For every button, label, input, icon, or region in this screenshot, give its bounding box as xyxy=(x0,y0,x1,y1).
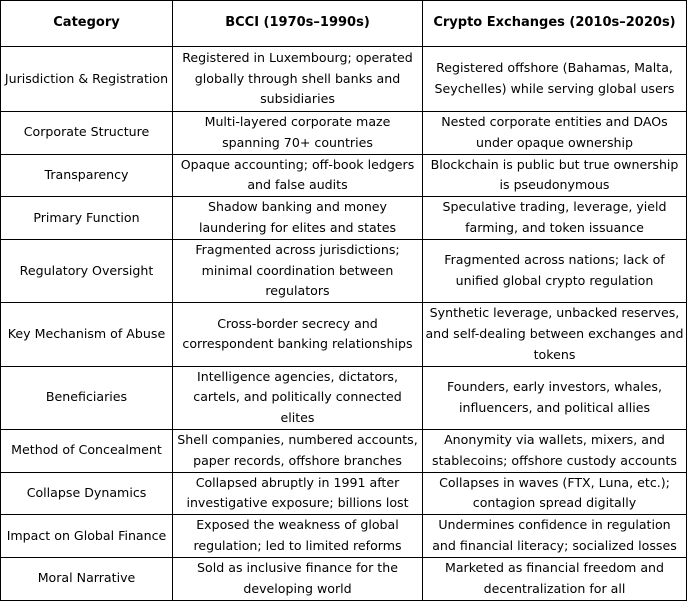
category-cell: Regulatory Oversight xyxy=(1,239,173,302)
table-row xyxy=(1,429,687,472)
crypto-cell: Marketed as financial freedom and decentralization for all xyxy=(423,557,687,600)
header-row xyxy=(1,1,687,47)
bcci-cell: Exposed the weakness of global regulation; led to limited reforms xyxy=(173,515,423,558)
bcci-cell: Shell companies, numbered accounts, paper records, offshore branches xyxy=(173,429,423,472)
crypto-cell: Synthetic leverage, unbacked reserves, and self-dealing between exchanges and tokens xyxy=(423,303,687,366)
bcci-cell: Collapsed abruptly in 1991 after investigative exposure; billions lost xyxy=(173,472,423,515)
crypto-cell: Anonymity via wallets, mixers, and stablecoins; offshore custody accounts xyxy=(423,429,687,472)
bcci-cell: Multi-layered corporate maze spanning 70+ countries xyxy=(173,112,423,155)
table-row xyxy=(1,557,687,600)
crypto-cell: Collapses in waves (FTX, Luna, etc.); contagion spread digitally xyxy=(423,472,687,515)
category-cell: Corporate Structure xyxy=(1,112,173,155)
crypto-cell: Registered offshore (Bahamas, Malta, Seychelles) while serving global users xyxy=(423,47,687,112)
bcci-cell: Shadow banking and money laundering for elites and states xyxy=(173,197,423,240)
crypto-cell: Founders, early investors, whales, influencers, and political allies xyxy=(423,366,687,429)
category-cell: Transparency xyxy=(1,154,173,197)
bcci-cell: Cross-border secrecy and correspondent banking relationships xyxy=(173,303,423,366)
table-row xyxy=(1,112,687,155)
bcci-cell: Sold as inclusive finance for the developing world xyxy=(173,557,423,600)
table-row xyxy=(1,47,687,112)
table-row xyxy=(1,197,687,240)
crypto-cell: Speculative trading, leverage, yield farming, and token issuance xyxy=(423,197,687,240)
crypto-cell: Fragmented across nations; lack of unified global crypto regulation xyxy=(423,239,687,302)
bcci-cell: Opaque accounting; off-book ledgers and false audits xyxy=(173,154,423,197)
bcci-cell: Fragmented across jurisdictions; minimal coordination between regulators xyxy=(173,239,423,302)
category-cell: Primary Function xyxy=(1,197,173,240)
category-cell: Key Mechanism of Abuse xyxy=(1,303,173,366)
bcci-cell: Registered in Luxembourg; operated globally through shell banks and subsidiaries xyxy=(173,47,423,112)
table-row xyxy=(1,366,687,429)
crypto-cell: Undermines confidence in regulation and financial literacy; socialized losses xyxy=(423,515,687,558)
table-row xyxy=(1,472,687,515)
header-crypto: Crypto Exchanges (2010s–2020s) xyxy=(423,1,687,47)
category-cell: Collapse Dynamics xyxy=(1,472,173,515)
category-cell: Jurisdiction & Registration xyxy=(1,47,173,112)
crypto-cell: Nested corporate entities and DAOs under opaque ownership xyxy=(423,112,687,155)
category-cell: Impact on Global Finance xyxy=(1,515,173,558)
table-row xyxy=(1,303,687,366)
crypto-cell: Blockchain is public but true ownership is pseudonymous xyxy=(423,154,687,197)
table-row xyxy=(1,239,687,302)
category-cell: Beneficiaries xyxy=(1,366,173,429)
table-row xyxy=(1,515,687,558)
header-category: Category xyxy=(1,1,173,47)
category-cell: Method of Concealment xyxy=(1,429,173,472)
table-row xyxy=(1,154,687,197)
bcci-cell: Intelligence agencies, dictators, cartels, and politically connected elites xyxy=(173,366,423,429)
category-cell: Moral Narrative xyxy=(1,557,173,600)
header-bcci: BCCI (1970s–1990s) xyxy=(173,1,423,47)
